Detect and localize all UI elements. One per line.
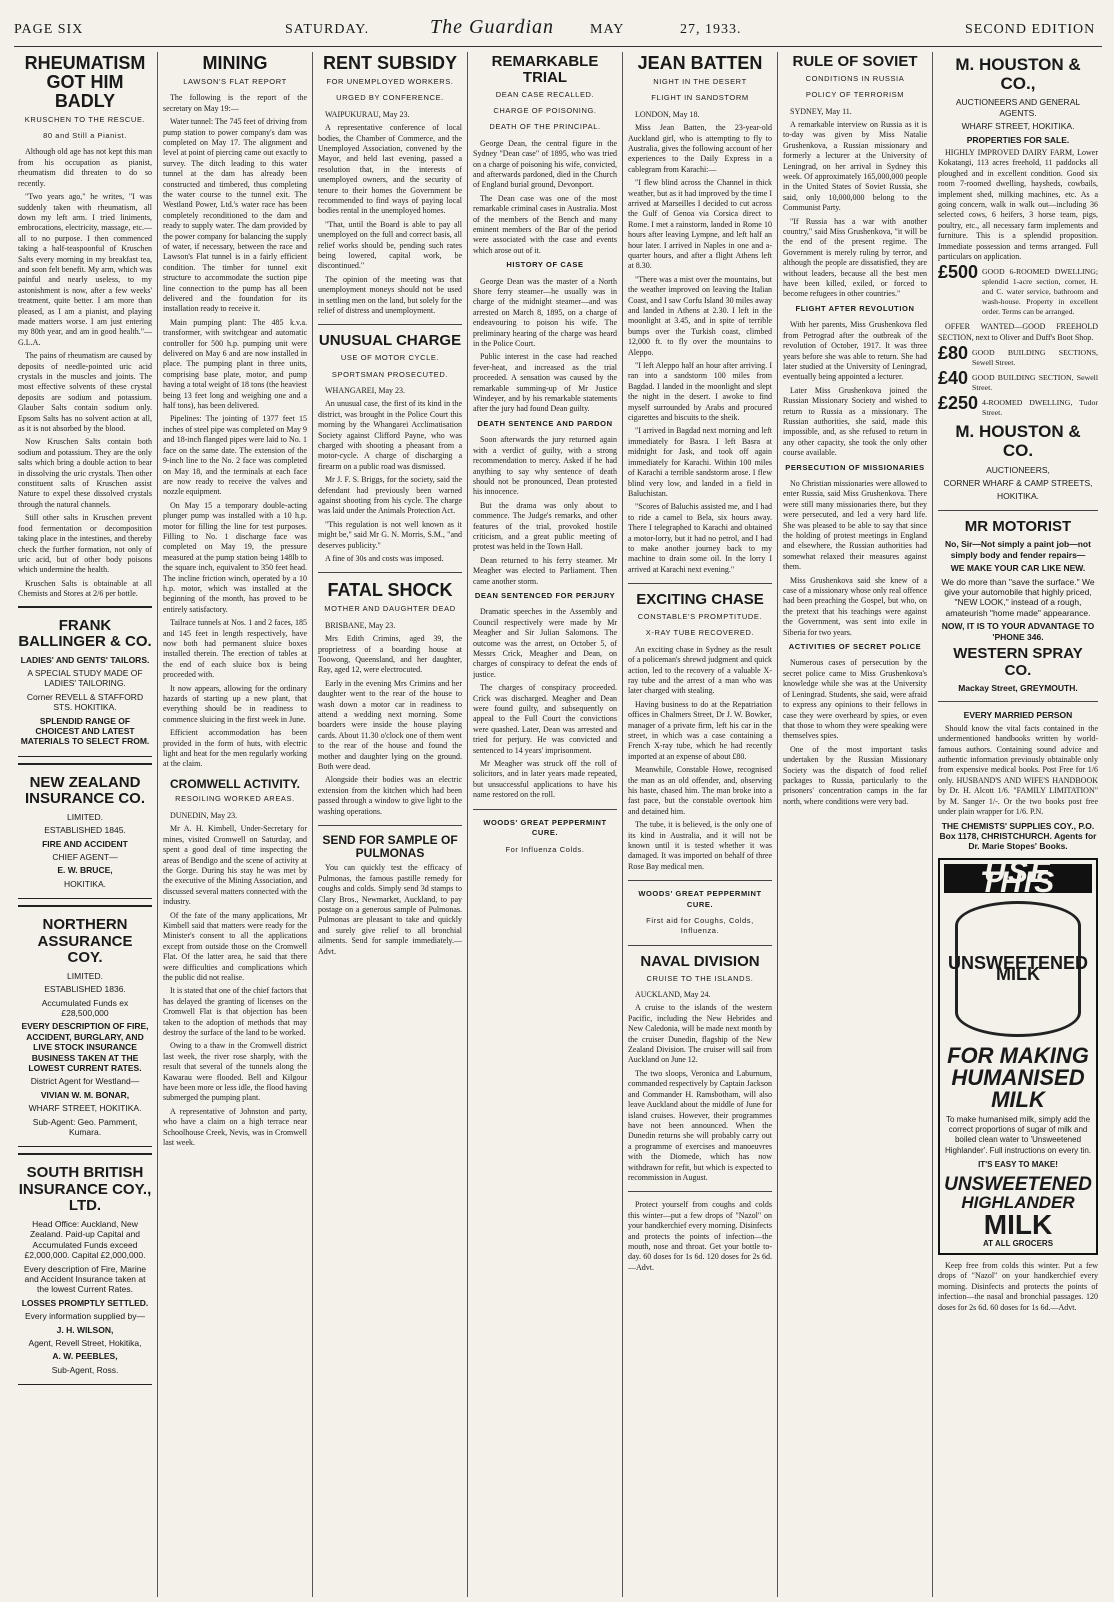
ad-line: ESTABLISHED 1836. <box>44 984 126 995</box>
article-paragraph: No Christian missionaries were allowed to enter Russia, said Miss Grushenkova. There were still many missionaries there, but they were persecuted, and led a very hard life. She was pleased to be able to say that since the holding of protest meetings in England and elsewhere, the Russian authorities had somewhat relaxed their measures against them. <box>783 478 927 572</box>
price: £80 <box>938 343 969 364</box>
ad-line: J. H. WILSON, <box>56 1324 114 1335</box>
article-paragraph: A cruise to the islands of the western Pacific, including the New Hebrides and New Caledonia, will be made next month by the cruiser Dunedin, flagship of the New Zealand Division. The cruiser will sail from Auckland on June 12. <box>628 1003 772 1065</box>
ad-line: District Agent for Westland— <box>30 1076 140 1087</box>
article-paragraph: Miss Jean Batten, the 23-year-old Auckland girl, who is attempting to fly to Australia, gives the following account of her experiences to the Daily Express in a cablegram from Karachi:— <box>628 123 772 174</box>
article-paragraph: "Two years ago," he writes, "I was suddenly taken with rheumatism, all down my left arm. I tried liniments, embrocations, electricity, massage, etc.—all to no purpose. I then commenced taking a half-teaspoonful of Kruschen Salts every morning in my breakfast tea, and soon felt benefit. My arm, which was painful and nearly useless, to my astonishment is now, after a few weeks' treatment, quite better. I am more than pleased, as I am a pianist, and playing made matters worse. I am just entering my 80th year, and am in good health."—G.L.A. <box>18 192 152 347</box>
price-description: GOOD 6-ROOMED DWELLING; splendid 1-acre section, corner, H. and C. water service, bathroom and wash-house. Property in excellent order. Terms can be arranged. <box>982 267 1098 317</box>
article-paragraph: Mrs Edith Crimins, aged 39, the proprietress of a boarding house at Toowong, Queensland, and her daughter, Ray, aged 12, were electrocuted. <box>318 634 462 675</box>
article-paragraph: Efficient accommodation has been provided in the form of huts, with electric light and heat for the men regularly working at the claim. <box>163 728 307 769</box>
masthead-date: 27, 1933. <box>680 22 742 37</box>
article-paragraph: A fine of 30s and costs was imposed. <box>325 554 444 564</box>
article-subhead: MOTHER AND DAUGHTER DEAD <box>324 604 456 614</box>
ad-title: M. HOUSTON & CO., <box>955 55 1081 93</box>
column-divider <box>622 52 623 1597</box>
ad-line: ESTABLISHED 1845. <box>44 825 126 836</box>
separator <box>938 510 1098 511</box>
column-divider <box>777 52 778 1597</box>
article-headline: FATAL SHOCK <box>327 580 453 601</box>
article-paragraph: George Dean was the master of a North Shore ferry steamer—he usually was in charge of the midnight steamer—and was arrested on March 8, 1895, on a charge of endeavouring to poison his wife. The preliminary hearing of the charge was heard in the Police Court. <box>473 276 617 349</box>
article-paragraph: George Dean, the central figure in the Sydney "Dean case" of 1895, who was tried on a charge of poisoning his wife, convicted, and afterwards pardoned, died in the Church of England burial ground, Devonport. <box>473 138 617 190</box>
article-paragraph: Mr A. H. Kimbell, Under-Secretary for mines, visited Cromwell on Saturday, and spent a good deal of time inspecting the areas of Bendigo and the scene of activity at the Gorge. During his stay he was met by the executive of the Mining Association, and discussed several matters connected with the industry. <box>163 824 307 907</box>
article-subhead: CONDITIONS IN RUSSIA <box>805 73 905 83</box>
article-paragraph: Alongside their bodies was an electric extension from the kitchen which had been passed through a window to give light to the washing operations. <box>318 775 462 816</box>
page-number: PAGE SIX <box>14 22 84 37</box>
ad-line: A. W. PEEBLES, <box>52 1351 118 1362</box>
article-subhead: 80 and Still a Pianist. <box>43 131 127 141</box>
newspaper-title: The Guardian <box>430 16 555 38</box>
article-paragraph: Meanwhile, Constable Howe, recognised the man as an old offender, and, observing his haste, chased him. The man broke into a fast pace, but the constable overtook him and detained him. <box>628 765 772 816</box>
column-3 <box>318 52 462 1597</box>
price-description: 4-ROOMED DWELLING, Tudor Street. <box>982 398 1098 418</box>
separator <box>318 572 462 573</box>
ad-title: WOODS' GREAT PEPPERMINT CURE. <box>483 817 607 838</box>
article-headline: UNUSUAL CHARGE <box>318 332 462 350</box>
article-paragraph: Tailrace tunnels at Nos. 1 and 2 faces, 185 and 145 feet in length respectively, have now both had permanent sluice boxes installed therein. The erection of tables at the end of each sluice box is being proceeded with. <box>163 618 307 680</box>
ad-line: THE CHEMISTS' SUPPLIES COY., P.O. Box 1178, CHRISTCHURCH. Agents for Dr. Marie Stopes' Books. <box>939 820 1097 852</box>
article-paragraph: Early in the evening Mrs Crimins and her daughter went to the rear of the house to wash down a motor car in readiness to attend a wedding next morning. Some boarders were inside the house playing cards. About 11.30 o'clock one of them went to the rear of the house and found the mother and daughter lying on the ground. Both were dead. <box>318 678 462 772</box>
ad-south-british <box>18 1153 152 1385</box>
article-paragraph: Soon afterwards the jury returned again with a verdict of guilty, with a strong recommendation to mercy. Asked if he had anything to say why sentence of death should not be pronounced, Dean protested his innocence. <box>473 435 617 497</box>
article-paragraph: "If Russia has a war with another country," said Miss Grushenkova, "it will be the end of the present regime. The Government is merely ruling by terror, and although the people are dissatisfied, they are without leaders, because all the best men have been killed, exiled, or forced to become refugees in other countries." <box>783 216 927 299</box>
article-subhead: CONSTABLE'S PROMPTITUDE. <box>637 611 763 621</box>
article-paragraph: The following is the report of the secretary on May 19:— <box>163 93 307 113</box>
ad-title: WESTERN SPRAY CO. <box>953 645 1083 679</box>
article-paragraph: Miss Grushenkova said she knew of a case of a missionary whose only real offence had been preaching the Gospel, but who, on the pretext that his teachings were against the Government, was sent into exile in Siberia for two years. <box>783 575 927 637</box>
article-paragraph: The tube, it is believed, is the only one of its kind in Australia, and it will not be known until it is tested whether it was damaged. It was imported on behalf of three Rose Bay medical men. <box>628 820 772 871</box>
section-heading: DEAN SENTENCED FOR PERJURY <box>474 590 616 600</box>
article-paragraph: An exciting chase in Sydney as the result of a policeman's shrewd judgment and quick action, led to the recovery of a valuable X-ray tube and the arrest of a man who was later charged with stealing. <box>628 644 772 696</box>
dateline: SYDNEY, May 11. <box>790 106 852 116</box>
ad-line: AT ALL GROCERS <box>982 1238 1054 1248</box>
article-paragraph: An unusual case, the first of its kind in the district, was brought in the Police Court this morning by the Whangarei Acclimatisation Society against Clifford Payne, who was charged with shooting a pheasant from a motor-cycle. A charge of discharging a firearm on a public road was dismissed. <box>318 399 462 471</box>
article-paragraph: "I arrived in Bagdad next morning and left immediately for Basra. I left Basra at midnight for Jask, and took off again immediately for Karachi. Within 100 miles of Karachi a terrible sandstorm arose. I flew blind very low, and landed in a field in Baluchistan. <box>628 426 772 498</box>
separator <box>628 583 772 584</box>
article-paragraph: Water tunnel: The 745 feet of driving from pump station to power company's dam was completed on May 17. The alignment and level at point of piercing came out exactly to survey. The ditch leading to this water tunnel at the dam has already been constructed and timbered, thus completing the water course to the tunnel exit. The Westland Power, Ltd.'s water race has been completely reconditioned to the dam and ready to supply water. The dam provided by the power company for balancing the supply of water, if necessary, between the race and Lawson's Flat tunnel is in a fairly efficient condition. The timber for tunnel exit structure to accommodate the suction pipe line connection to the pump has all been delivered and the foundation for its installation ready to receive it. <box>163 117 307 314</box>
ad-northern-assurance <box>18 905 152 1147</box>
separator <box>628 1191 772 1192</box>
ad-line: LIMITED. <box>67 811 103 822</box>
article-subhead: CHARGE OF POISONING. <box>493 105 597 115</box>
masthead <box>0 0 1114 46</box>
article-paragraph: Of the fate of the many applications, Mr Kimbell said that matters were ready for the Minister's consent to all the applications except from outside those on the Cromwell Flat. Of the latter area, he said that there were difficulties and complications which the public did not realise. <box>163 910 307 982</box>
article-paragraph: But the drama was only about to commence. The Judge's remarks, and other features of the trial, provoked hostile criticism, and a great public meeting of protest was held in the Town Hall. <box>473 500 617 552</box>
column-4 <box>473 52 617 1597</box>
ad-line: No, Sir—Not simply a paint job—not simply body and fender repairs— <box>945 539 1091 560</box>
ad-ballinger <box>18 606 152 757</box>
ad-line: Sub-Agent, Ross. <box>51 1364 119 1375</box>
article-headline: MINING <box>202 53 268 73</box>
ad-banner: USE THIS <box>944 864 1092 893</box>
article-headline: RENT SUBSIDY <box>322 53 457 73</box>
article-paragraph: Later Miss Grushenkova joined the Russian Missionary Society and wished to return to Russia as a missionary. The Russian authorities, she said, made this impossible, and, as she refused to return in any other capacity, she took the only other course available. <box>783 385 927 458</box>
ad-line: FIRE AND ACCIDENT <box>42 838 128 849</box>
ad-text: Protect yourself from coughs and colds this winter—put a few drops of "Nazol" on your handkerchief every morning. Disinfects and protects the points of infection—the mouth, nose and throat. Get your bottle to-day. 60 doses for 1s 6d. 120 doses for 2s 6d.—Advt. <box>628 1200 772 1272</box>
article-paragraph: Dean returned to his ferry steamer. Mr Meagher was elected to Parliament. Then came another storm. <box>473 555 617 586</box>
ad-line: Sub-Agent: Geo. Pamment, Kumara. <box>32 1116 138 1138</box>
article-paragraph: Having business to do at the Repatriation offices in Chalmers Street, Dr J. W. Bowker, manager of a private firm, left his car in the street, in which was a case containing a French X-ray tube, which he had recently imported at an expense of about £80. <box>628 699 772 761</box>
ad-line: PROPERTIES FOR SALE. <box>966 134 1070 145</box>
ad-line: WE MAKE YOUR CAR LIKE NEW. <box>950 563 1086 574</box>
article-paragraph: "This regulation is not well known as it might be," said Mr G. N. Morris, S.M., "and deserves publicity." <box>318 519 462 550</box>
article-paragraph: "I flew blind across the Channel in thick weather, but as it had improved by the time I arrived at Marseilles I decided to cut across the Gulf of Genoa via Corsica direct to Rome. I met a rainstorm, landed in Rome 10 hours after leaving Lympne, and left half an hour later. I arrived in Naples in one and a-quarter hours, and after a flight Athens left at 8.30. <box>628 178 772 271</box>
article-paragraph: The pains of rheumatism are caused by deposits of needle-pointed uric acid crystals in the muscles and joints. The most effective solvents of these crystal deposits are sodium and potassium. Glauber Salts contain sodium only. Epsom Salts has no solvent action at all, as it is not absorbed by the blood. <box>18 351 152 434</box>
ad-line: Every description of Fire, Marine and Accident Insurance taken at the lowest Current Rates. <box>23 1263 147 1295</box>
dateline: WAIPUKURAU, May 23. <box>325 109 410 119</box>
article-paragraph: Main pumping plant: The 485 k.v.a. transformer, with switchgear and automatic controller for 500 h.p. pumping unit were delivered on May 6 and are now installed in place. The pumping plant in three units, comprising base plate, motor, and pump having a total weight of 18 tons (the heaviest being 13 feet long and weighing one and a half tons), has been delivered. <box>163 317 307 411</box>
price-description: GOOD BUILDING SECTION, Sewell Street. <box>972 373 1098 393</box>
ad-line: A SPECIAL STUDY MADE OF LADIES' TAILORING. <box>27 667 143 689</box>
separator <box>318 324 462 325</box>
article-subhead: DEAN CASE RECALLED. <box>495 89 595 99</box>
section-heading: DEATH SENTENCE AND PARDON <box>477 418 613 428</box>
price-listing <box>938 343 1098 368</box>
dateline: DUNEDIN, May 23. <box>170 810 238 820</box>
section-heading: HISTORY OF CASE <box>506 260 584 270</box>
ad-line: Accumulated Funds ex £28,500,000 <box>41 997 129 1018</box>
column-5 <box>628 52 772 1597</box>
column-7 <box>938 52 1098 1597</box>
edition-label: SECOND EDITION <box>965 22 1096 37</box>
price: £500 <box>938 262 979 283</box>
article-paragraph: "Scores of Baluchis assisted me, and I had to ride a camel to Bela, six hours away. There I telegraphed to Karachi and obtained a motor-lorry, but it had no petrol, and I had to make another journey back to my machine to drain some oil. In the lorry I arrived at Karachi next evening." <box>628 502 772 574</box>
section-heading: ACTIVITIES OF SECRET POLICE <box>788 642 922 652</box>
article-paragraph: The Dean case was one of the most remarkable criminal cases in Australia. Most of the members of the Bench and many eminent members of the Bar of the period were associated with the case and events which arose out of it. <box>473 193 617 255</box>
article-headline: REMARKABLE TRIAL <box>491 53 599 86</box>
masthead-day: SATURDAY. <box>285 22 370 37</box>
article-paragraph: Pipelines: The jointing of 1377 feet 15 inches of steel pipe was completed on May 9 and 18-inch flanged pipes were laid to No. 1 face on the same date. The extension of the 9-inch line to the No. 2 face was completed on May 18, and the terminals at each face are now ready to receive the valves and nozzle equipment. <box>163 414 307 497</box>
ad-title: M. HOUSTON & CO. <box>955 422 1081 460</box>
ad-title: SOUTH BRITISH INSURANCE COY., LTD. <box>18 1164 152 1215</box>
ad-line: Corner REVELL & STAFFORD STS. HOKITIKA. <box>26 691 144 713</box>
ad-line: IT'S EASY TO MAKE! <box>978 1160 1058 1170</box>
article-paragraph: A representative conference of local bodies, the Chamber of Commerce, and the Unemployed Association, convened by the Mayor, and held last evening, passed a resolution that, in the interests of unemployed owners, and the security of tenure to their homes the Government be recommended to find ways of paying local bodies rental in the unemployed homes. <box>318 123 462 216</box>
price-listing <box>938 393 1098 418</box>
article-paragraph: With her parents, Miss Grushenkova fled from Petrograd after the outbreak of the revolution of October, 1917. It was three years before she was able to return. She had later studied at the University of Leningrad, eventually being appointed a lecturer. <box>783 320 927 382</box>
article-paragraph: Mr Meagher was struck off the roll of solicitors, and in later years made repeated, but unsuccessful applications to have his name restored on the roll. <box>473 759 617 800</box>
article-subhead: LAWSON'S FLAT REPORT <box>183 76 287 86</box>
brand-name: MILK <box>983 1208 1053 1240</box>
section-heading: PERSECUTION OF MISSIONARIES <box>785 462 925 472</box>
price-listing <box>938 262 1098 317</box>
price: £40 <box>938 368 969 389</box>
article-paragraph: On May 15 a temporary double-acting plunger pump was installed with a 10 h.p. motor for filling the line for test purposes. Filling to No. 1 discharge face was completed on May 19, the pressure measured at the pump station being 148lb to the square inch, equivalent to 350 feet head. The incline friction winch, operated by a 10 h.p. motor, which was installed at the beginning of the month, has proved to be entirely satisfactory. <box>163 500 307 614</box>
article-paragraph: Public interest in the case had reached fever-heat, and increased as the trial proceeded. A sensation was caused by the remarkable summing-up of Mr Justice Windeyer, and by his remarkable statements after the jury had found Dean guilty. <box>473 352 617 414</box>
dateline: BRISBANE, May 23. <box>325 620 396 630</box>
ad-title: MR MOTORIST <box>964 517 1072 535</box>
article-subhead: DEATH OF THE PRINCIPAL. <box>489 122 601 132</box>
article-headline: JEAN BATTEN <box>637 53 763 73</box>
ad-text: To make humanised milk, simply add the correct proportions of sugar of milk and boiled clean water to 'Unsweetened Highlander'. Full instructions on every tin. <box>944 1114 1092 1155</box>
ad-title: NEW ZEALAND INSURANCE CO. <box>24 773 145 808</box>
article-subhead: X-RAY TUBE RECOVERED. <box>645 628 755 638</box>
article-paragraph: Although old age has not kept this man from his occupation as pianist, rheumatism did threaten to do so recently. <box>18 147 152 188</box>
article-paragraph: "There was a mist over the mountains, but the weather improved on leaving the Italian Coast, and I saw Corfu Island 30 miles away and landed in Athens at 2.30. I left in the moonlight at 3.45, and in spite of terrible bumps over the Turkish coast, climbed 12,000 ft. to fly over the mountains to Aleppo. <box>628 274 772 357</box>
price-listing <box>938 368 1098 393</box>
article-paragraph: "That, until the Board is able to pay all unemployed on the full and correct basis, all relief works should be, pending such rates being lowered, capital work, be discontinued." <box>318 219 462 271</box>
article-paragraph: Mr J. F. S. Briggs, for the society, said the defendant had previously been warned against shooting from his cycle. The charge was laid under the Animals Protection Act. <box>318 475 462 516</box>
column-divider <box>157 52 158 1597</box>
ad-line: LADIES' AND GENTS' TAILORS. <box>20 654 150 665</box>
ad-title: EVERY MARRIED PERSON <box>963 710 1073 721</box>
article-subhead: USE OF MOTOR CYCLE. <box>340 353 440 363</box>
ad-line: HOKITIKA. <box>63 878 107 889</box>
article-paragraph: The two sloops, Veronica and Laburnum, commanded respectively by Captain Jackson and Commander H. Ramsbotham, will also leave Auckland about the middle of June for island cruises. However, their programmes have not been announced. When the Dunedin returns she will probably carry out a programme of exercises and manoeuvres with the Diomede, which has now withdrawn for refit, but which is expected to recommission in August. <box>628 1068 772 1182</box>
ad-line: WHARF STREET, HOKITIKA. <box>961 121 1075 132</box>
article-paragraph: Still other salts in Kruschen prevent food fermentation or decomposition taking place in the intestines, and thereby check the further formation, not only of uric acid, but of other body poisons which undermine the health. <box>18 513 152 575</box>
ad-line: LOSSES PROMPTLY SETTLED. <box>21 1297 149 1308</box>
article-headline: NAVAL DIVISION <box>640 952 760 970</box>
article-paragraph: It is stated that one of the chief factors that has delayed the granting of licenses on the Cromwell Flat is that objection has been taken to the adoption of methods that may destroy the surface of the land to be worked. <box>163 986 307 1038</box>
article-subhead: URGED BY CONFERENCE. <box>336 93 444 103</box>
article-paragraph: One of the most important tasks undertaken by the Russian Missionary Society was the dispatch of food relief packages to Russia, particularly to the prisoners' concentration camps in the far north, where conditions were very bad. <box>783 744 927 806</box>
brand-name: UNSWEETENED <box>944 1173 1092 1195</box>
column-divider <box>932 52 933 1597</box>
ad-line: We do more than "save the surface." We give your automobile that highly priced, "NEW LOOK," instead of a rough, amateurish "home made" appearance. <box>941 576 1095 618</box>
ad-text: You can quickly test the efficacy of Pulmonas, the famous pastille remedy for coughs and colds. Simply send 3d stamps to Clary Bros., Newmarket, Auckland, to pay postage on a generous sample of Pulmonas. Pulmonas are pleasant to take and quickly and surely give relief to all bronchial ailments. Send for sample immediately.—Advt. <box>318 863 462 956</box>
ad-headline: FOR MAKING HUMANISED MILK <box>947 1042 1089 1112</box>
article-paragraph: Kruschen Salts is obtainable at all Chemists and Stores at 2/6 per bottle. <box>18 578 152 599</box>
section-heading: FLIGHT AFTER REVOLUTION <box>795 303 915 313</box>
ad-line: Mackay Street, GREYMOUTH. <box>958 683 1078 694</box>
price-description: GOOD BUILDING SECTIONS, Sewell Street. <box>972 348 1098 368</box>
ad-text: Keep free from colds this winter. Put a few drops of "Nazol" on your handkerchief every morning. Disinfects and protects the points of infection—the nasal and bronchial passages. 120 doses for 2s 6d. 60 doses for 1s 6d.—Advt. <box>938 1260 1098 1312</box>
article-headline: EXCITING CHASE <box>636 591 764 609</box>
article-paragraph: A representative of Johnston and party, who have a claim on a high terrace near Schoolhouse Creek, Nevis, was in Cromwell last week. <box>163 1106 307 1148</box>
milk-can-illustration <box>948 901 1089 1037</box>
article-headline: RULE OF SOVIET <box>792 53 918 70</box>
article-subhead: RESOILING WORKED AREAS. <box>175 794 295 804</box>
ad-text: HIGHLY IMPROVED DAIRY FARM, Lower Kokatangi, 113 acres freehold, 11 paddocks all ploughed and in excellent condition. Good six room 7-roomed dwelling, haysheds, cowbails, implement shed, milking machines, etc. As a going concern, walk in walk out—including 36 selected cows, 6 heifers, 3 horse team, pigs, poultry, etc., all necessary farm implements and furniture. This is a splendid proposition. Immediate possession and terms arranged. Full particulars on application. <box>938 148 1098 262</box>
ad-line: SPLENDID RANGE OF CHOICEST AND LATEST MATERIALS TO SELECT FROM. <box>20 715 150 747</box>
ad-line: Agent, Revell Street, Hokitika, <box>28 1337 142 1348</box>
article-paragraph: The opinion of the meeting was that unemployment moneys should not be used in settling men on the land, but solely for the relief of distress and unemployment. <box>318 274 462 316</box>
ad-line: NOW, IT IS TO YOUR ADVANTAGE TO 'PHONE 346. <box>941 621 1095 642</box>
ad-line: E. W. BRUCE, <box>57 865 113 876</box>
ad-line: CORNER WHARF & CAMP STREETS, <box>943 478 1093 489</box>
article-headline: RHEUMATISM GOT HIM BADLY <box>24 53 146 111</box>
ad-nz-insurance <box>18 763 152 899</box>
ad-text: Should know the vital facts contained in the undermentioned handbooks written by world-famous authors. Containing sound advice and authentic information previously obtainable only from expensive medical books. Post Free for 1/6 only. HUSBAND'S AND WIFE'S HANDBOOK by Dr. H. Alcott 1/6. "FAMILY LIMITATION" by M. Sanger 1/-. Or the two books post free under plain wrapper for 1/6. P.N. <box>938 723 1098 817</box>
dateline: WHANGAREI, May 23. <box>325 385 405 395</box>
brand-name: HIGHLANDER <box>961 1192 1075 1212</box>
article-subhead: KRUSCHEN TO THE RESCUE. <box>24 114 146 124</box>
article-paragraph: It now appears, allowing for the ordinary hazards of starting up a new plant, that everything should be in readiness to commence sluicing in the first week in June. <box>163 683 307 724</box>
price: £250 <box>938 393 979 414</box>
ad-line: AUCTIONEERS AND GENERAL AGENTS. <box>955 97 1081 118</box>
article-paragraph: Dramatic speeches in the Assembly and Council respectively were made by Mr Meagher and Sir Julian Salomons. The outcome was the arrest, on October 5, of Messrs Crick, Meagher and Dean, on charges of conspiracy to defeat the ends of justice. <box>473 607 617 679</box>
column-divider <box>467 52 468 1597</box>
article-paragraph: The charges of conspiracy proceeded. Crick was discharged. Meagher and Dean were found guilty, and subsequently on appeal to the Full Court the convictions were quashed. Later, Dean was arrested and tried for perjury. He was convicted and sentenced to 14 years' imprisonment. <box>473 683 617 755</box>
ad-title: WOODS' GREAT PEPPERMINT CURE. <box>638 889 762 909</box>
article-headline: CROMWELL ACTIVITY. <box>170 776 300 791</box>
dateline: AUCKLAND, May 24. <box>635 990 711 1000</box>
ad-line: For Influenza Colds. <box>505 844 585 854</box>
ad-line: LIMITED. <box>67 970 103 981</box>
column-divider <box>312 52 313 1597</box>
column-6 <box>783 52 927 1597</box>
article-subhead: POLICY OF TERRORISM <box>805 90 905 100</box>
milk-advertisement <box>938 855 1098 1255</box>
ad-line: AUCTIONEERS, <box>986 464 1050 475</box>
article-subhead: CRUISE TO THE ISLANDS. <box>646 973 754 983</box>
article-subhead: NIGHT IN THE DESERT <box>653 76 747 86</box>
article-subhead: FOR UNEMPLOYED WORKERS. <box>326 76 454 86</box>
article-paragraph: Owing to a thaw in the Cromwell district last week, the river rose sharply, with the result that several of the tunnels along the Kawarau were flooded. Bell and Kilgour have been more or less idle, the flood having submerged the pumping plant. <box>163 1041 307 1103</box>
separator <box>628 880 772 881</box>
article-paragraph: Now Kruschen Salts contain both sodium and potassium. They are the only salts which bring a double action to bear in dissolving the uric crystals. Then other constituent salts of Kruschen assist Nature to expel these dissolved crystals through the natural channels. <box>18 437 152 509</box>
ad-line: WHARF STREET, HOKITIKA. <box>28 1103 142 1114</box>
ad-line: Every information supplied by— <box>24 1311 145 1322</box>
ad-line: Head Office: Auckland, New Zealand. Paid-up Capital and Accumulated Funds exceed £2,000,000. Capital £2,000,000. <box>24 1218 146 1261</box>
separator <box>473 809 617 810</box>
dateline: LONDON, May 18. <box>635 109 700 119</box>
ad-text: OFFER WANTED—GOOD FREEHOLD SECTION, next to Oliver and Duff's Boot Shop. <box>938 322 1098 342</box>
column-2 <box>163 52 307 1597</box>
ad-line: CHIEF AGENT— <box>52 852 118 863</box>
separator <box>628 945 772 946</box>
ad-line: First aid for Coughs, Colds, Influenza. <box>646 916 754 936</box>
article-subhead: FLIGHT IN SANDSTORM <box>651 93 749 103</box>
article-paragraph: "I left Aleppo half an hour after arriving. I ran into a sandstorm 100 miles from Bagdad. I landed in the moonlight and slept the night in the desert. I awoke to find myself surrounded by Arabs and procured cigarettes and biscuits to the sheik. <box>628 361 772 423</box>
article-subhead: SPORTSMAN PROSECUTED. <box>331 369 449 379</box>
column-1 <box>18 52 152 1597</box>
separator <box>938 701 1098 702</box>
ad-line: EVERY DESCRIPTION OF FIRE, ACCIDENT, BURGLARY, AND LIVE STOCK INSURANCE BUSINESS TAKEN AT THE LOWEST CURRENT RATES. <box>21 1021 149 1073</box>
ad-title: SEND FOR SAMPLE OF PULMONAS <box>322 833 458 860</box>
ad-line: VIVIAN W. M. BONAR, <box>40 1089 130 1100</box>
article-paragraph: A remarkable interview on Russia as it is to-day was given by Miss Natalie Grushenkova, a Russian missionary and formerly a lecturer at the University of Leningrad, on her arrival in Sydney this week. Of approximately 165,000,000 people in the United States of Soviet Russia, she said, only 10,000,000 belong to the Communist Party. <box>783 119 927 213</box>
ad-line: HOKITIKA. <box>996 491 1040 502</box>
ad-title: NORTHERN ASSURANCE COY. <box>37 916 133 967</box>
masthead-month: MAY <box>590 22 625 37</box>
masthead-rule <box>14 46 1102 47</box>
article-paragraph: Numerous cases of persecution by the secret police came to Miss Grushenkova's knowledge while she was at the University of Leningrad. Students, she said, were afraid to express any opinions to their fellows in case they were overheard by spies, or even that those to whom they were speaking were themselves spies. <box>783 658 927 741</box>
ad-title: FRANK BALLINGER & CO. <box>18 616 152 651</box>
separator <box>318 825 462 826</box>
can-label: UNSWEETENED MILK <box>948 953 1089 984</box>
